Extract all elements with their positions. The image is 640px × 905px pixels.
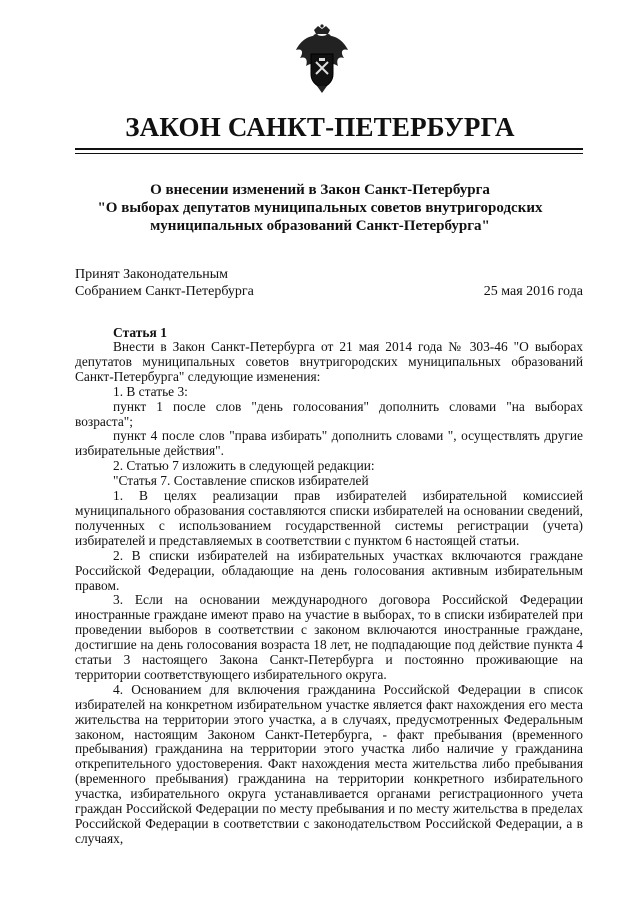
law-title: ЗАКОН САНКТ-ПЕТЕРБУРГА: [125, 112, 515, 142]
paragraph: 2. В списки избирателей на избирательных участках включаются граждане Российской Федерации, обладающие на день голосования активным избирательным правом.: [75, 547, 583, 593]
adoption-line-2: Собранием Санкт-Петербурга: [75, 284, 254, 299]
subtitle-line-1: О внесении изменений в Закон Санкт-Петербурга: [150, 182, 490, 198]
paragraph: Внести в Закон Санкт-Петербурга от 21 мая 2014 года № 303-46 "О выборах депутатов муниципальных советов внутригородских муниципальных образований Санкт-Петербурга" следующие изменения:: [75, 339, 583, 384]
paragraph: 4. Основанием для включения гражданина Российской Федерации в список избирателей на конкретном избирательном участке является факт нахождения его места жительства на территории этого участка, а в случаях, предусмотренных Федеральным законом, настоящим Законом Санкт-Петербурга, - факт пребывания (временного пребывания) гражданина на территории этого участка либо наличие у гражданина открепительного удостоверения. Факт нахождения места жительства либо пребывания (временного пребывания) гражданина на территории конкретного избирательного участка, избирательного округа устанавливается органами регистрационного учета граждан Российской Федерации по месту пребывания и по месту жительства в пределах Российской Федерации в соответствии с законодательством Российской Федерации, а в случаях,: [75, 681, 583, 846]
article-body: [75, 340, 583, 847]
law-subtitle: [60, 181, 580, 235]
adoption-statement: [75, 266, 254, 300]
adoption-date: 25 мая 2016 года: [483, 284, 583, 299]
coat-of-arms-icon: [292, 24, 352, 94]
paragraph: 1. В статье 3:: [113, 383, 188, 399]
title-underline-thin: [75, 153, 583, 154]
paragraph: 2. Статью 7 изложить в следующей редакции:: [113, 458, 375, 474]
article-heading: Статья 1: [113, 325, 167, 340]
subtitle-line-3: муниципальных образований Санкт-Петербурга": [150, 218, 490, 234]
paragraph: 3. Если на основании международного договора Российской Федерации иностранные граждане имеют право на участие в выборах, то в списки избирателей при проведении выборов в соответствии с законом включаются иностранные граждане, достигшие на день голосования возраста 18 лет, не подпадающие под действие пункта 4 статьи 3 настоящего Закона Санкт-Петербурга и постоянно проживающие на территории соответствующего избирательного округа.: [75, 592, 583, 682]
title-underline: [75, 148, 583, 150]
paragraph: "Статья 7. Составление списков избирателей: [113, 473, 369, 489]
paragraph: пункт 1 после слов "день голосования" дополнить словами "на выборах возраста";: [75, 398, 583, 429]
subtitle-line-2: "О выборах депутатов муниципальных советов внутригородских: [97, 200, 543, 216]
paragraph: 1. В целях реализации прав избирателей избирательной комиссией муниципального образования составляются списки избирателей на основании сведений, полученных с использованием государственной системы регистрации (учета) избирателей и представляемых в соответствии с пунктом 6 настоящей статьи.: [75, 488, 583, 548]
paragraph: пункт 4 после слов "права избирать" дополнить словами ", осуществлять другие избирательные действия".: [75, 428, 583, 459]
adoption-line-1: Принят Законодательным: [75, 267, 228, 282]
